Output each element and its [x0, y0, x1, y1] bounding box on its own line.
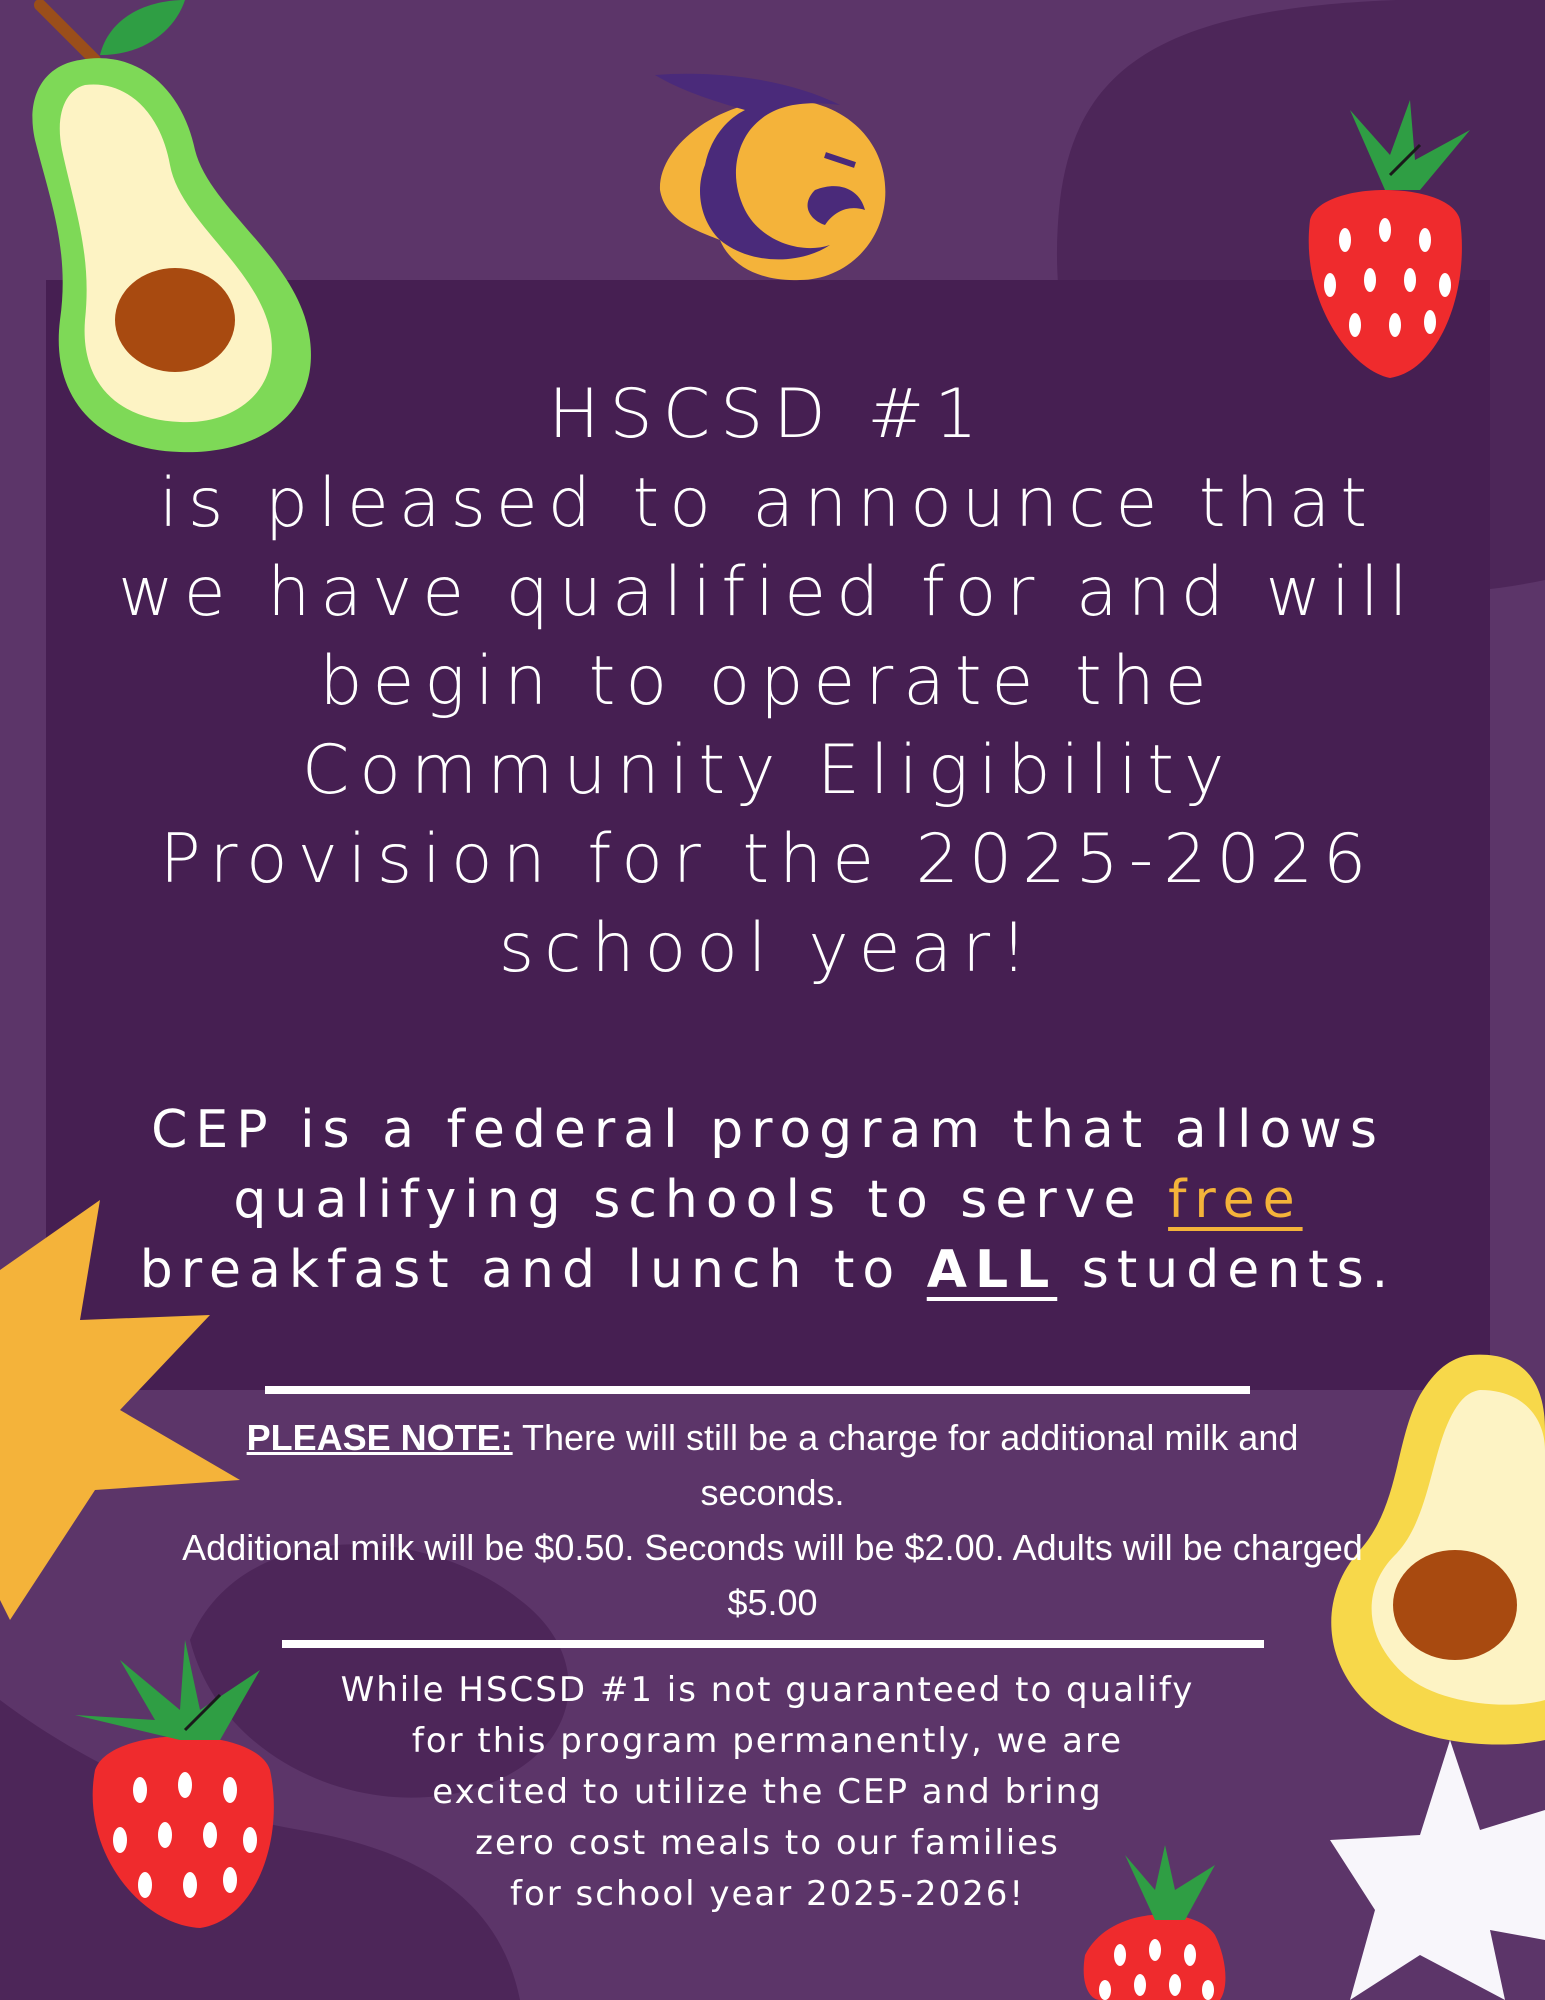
closing-line: for this program permanently, we are	[411, 1721, 1124, 1761]
all-emphasis: ALL	[926, 1240, 1058, 1300]
strawberry-icon	[1290, 100, 1480, 380]
divider	[265, 1386, 1250, 1394]
cep-line	[46, 1235, 1490, 1305]
cep-text: breakfast and lunch to	[139, 1240, 927, 1300]
note-text: There will still be a charge for additional milk and seconds.	[512, 1417, 1299, 1513]
closing-line: for school year 2025-2026!	[510, 1874, 1025, 1914]
closing-line: While HSCSD #1 is not guaranteed to qualify	[340, 1670, 1195, 1710]
note-label: PLEASE NOTE:	[246, 1417, 513, 1458]
closing-message	[330, 1665, 1205, 1920]
headline-line: Provision for the 2025-2026	[159, 820, 1377, 899]
cep-text: students.	[1057, 1240, 1397, 1300]
cep-line	[46, 1165, 1490, 1235]
please-note	[180, 1410, 1365, 1630]
cep-description	[46, 1095, 1490, 1305]
mascot-logo-icon	[650, 70, 900, 285]
headline-line: is pleased to announce that	[158, 464, 1377, 543]
cep-text: qualifying schools to serve	[233, 1170, 1169, 1230]
closing-line: zero cost meals to our families	[475, 1823, 1060, 1863]
cep-line: CEP is a federal program that allows	[151, 1100, 1385, 1160]
divider	[282, 1640, 1264, 1648]
free-emphasis: free	[1168, 1170, 1303, 1230]
headline-line: school year!	[498, 909, 1038, 988]
strawberry-icon	[70, 1640, 280, 1930]
headline-line: HSCSD #1	[548, 375, 988, 454]
headline	[46, 370, 1490, 993]
headline-line: we have qualified for and will	[118, 553, 1418, 632]
note-prices: Additional milk will be $0.50. Seconds will be $2.00. Adults will be charged $5.00	[182, 1527, 1363, 1623]
headline-line: begin to operate the	[319, 642, 1217, 721]
closing-line: excited to utilize the CEP and bring	[432, 1772, 1103, 1812]
star-icon	[1330, 1740, 1545, 2000]
headline-line: Community Eligibility	[301, 731, 1235, 810]
